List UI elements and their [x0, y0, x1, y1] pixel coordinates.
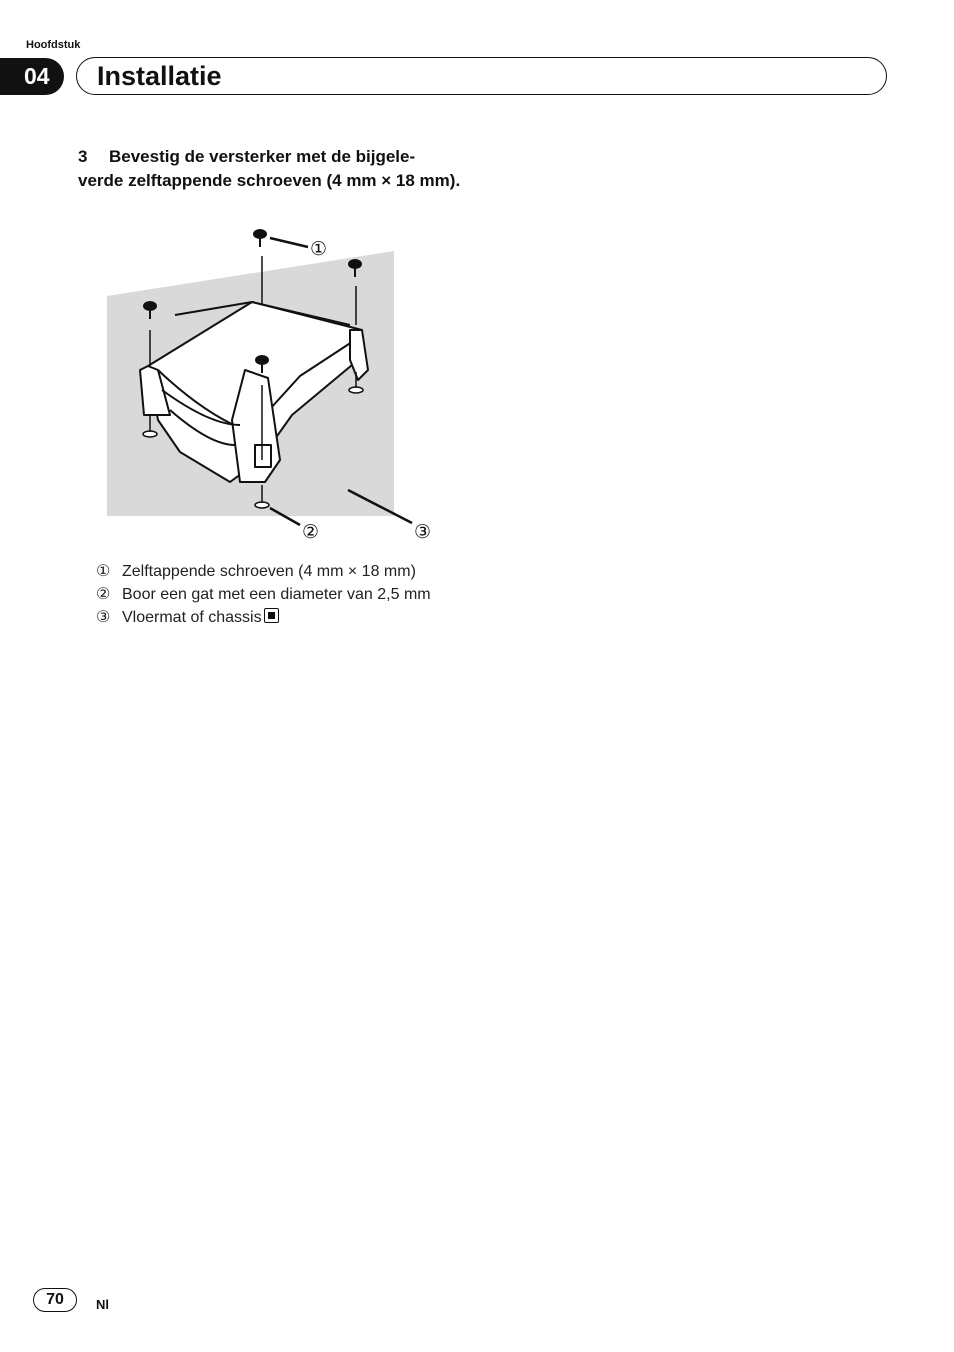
chapter-badge: 04: [0, 58, 64, 95]
legend-item: [96, 583, 431, 606]
legend-item: [96, 606, 431, 629]
callout-1: ①: [310, 238, 328, 260]
step-instruction: [78, 145, 463, 193]
end-mark-icon: [264, 608, 279, 623]
legend-text: Zelftappende schroeven (4 mm × 18 mm): [122, 563, 416, 580]
legend-number: ①: [96, 563, 111, 580]
amplifier-installation-figure: [100, 220, 450, 550]
callout-2: ②: [302, 521, 320, 543]
step-number: 3: [78, 147, 88, 166]
legend-item: [96, 560, 431, 583]
title-box: [76, 57, 887, 95]
page-number: 70: [33, 1288, 77, 1312]
language-code: Nl: [96, 1297, 109, 1312]
chapter-label: Hoofdstuk: [26, 39, 81, 51]
legend-text: Boor een gat met een diameter van 2,5 mm: [122, 586, 431, 603]
legend: [96, 560, 431, 629]
leader-line-1: [270, 238, 308, 247]
legend-text: Vloermat of chassis: [122, 609, 262, 626]
step-text: Bevestig de versterker met de bijgele- verde zelftappende schroeven (4 mm × 18 mm).: [78, 147, 461, 190]
legend-number: ③: [96, 609, 111, 626]
callout-3: ③: [414, 521, 432, 543]
page-title: Installatie: [97, 61, 222, 91]
legend-number: ②: [96, 586, 111, 603]
